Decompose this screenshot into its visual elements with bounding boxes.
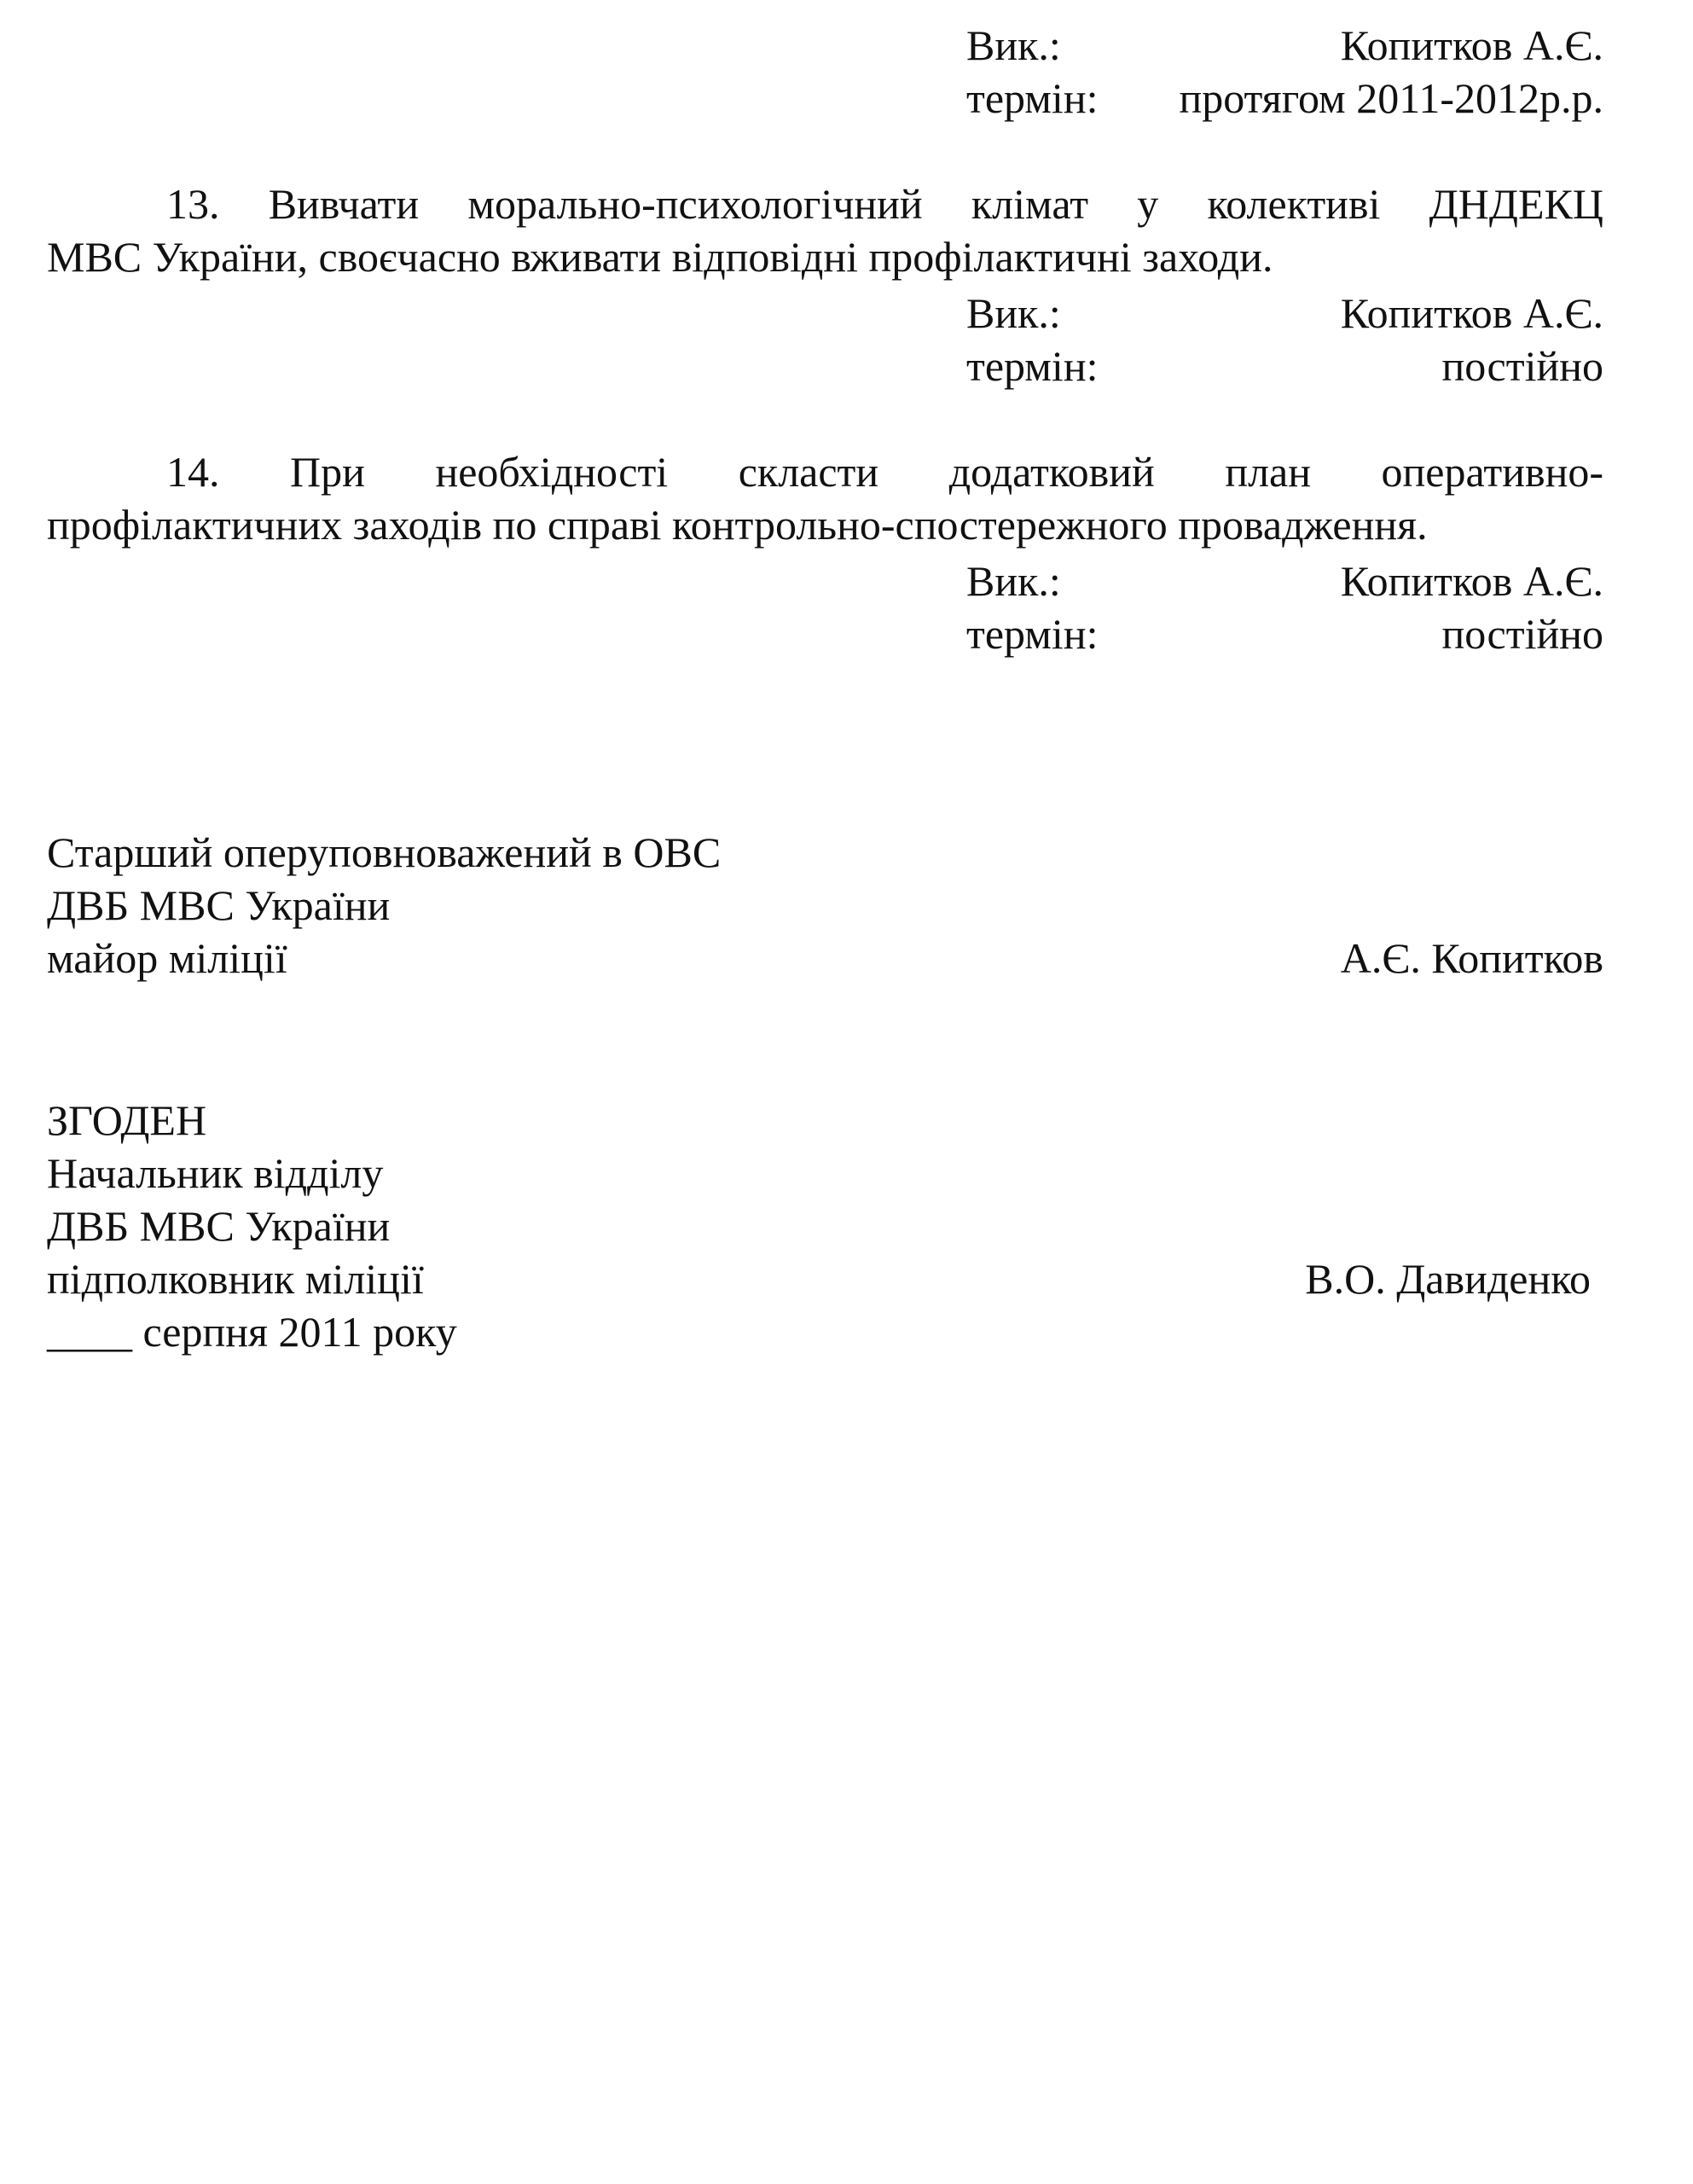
item13-line2: МВС України, своєчасно вживати відповідні профілактичні заходи. bbox=[47, 233, 1273, 281]
item14-line1 bbox=[47, 445, 1603, 498]
executor-label: Вик.: bbox=[966, 21, 1061, 69]
term-value: протягом 2011-2012р.р. bbox=[1179, 74, 1603, 122]
item14-word: оперативно- bbox=[1381, 448, 1603, 496]
item13-word: у bbox=[1137, 180, 1159, 228]
item14-word: скласти bbox=[738, 448, 879, 496]
signature-position: Старший оперуповноважений в ОВС bbox=[47, 828, 722, 876]
term-value: постійно bbox=[1441, 610, 1603, 658]
approval-name: В.О. Давиденко bbox=[1305, 1255, 1591, 1303]
term-value: постійно bbox=[1441, 342, 1603, 390]
item12-executor-row bbox=[966, 19, 1603, 72]
item13-word: колективі bbox=[1207, 180, 1381, 228]
item13-line1 bbox=[47, 177, 1603, 230]
signature-rank: майор міліції bbox=[47, 934, 287, 982]
executor-label: Вик.: bbox=[966, 289, 1061, 337]
item14-word: план bbox=[1225, 448, 1311, 496]
approval-position: Начальник відділу bbox=[47, 1149, 384, 1197]
executor-label: Вик.: bbox=[966, 557, 1061, 605]
approval-department: ДВБ МВС України bbox=[47, 1202, 391, 1250]
item14-number: 14. bbox=[166, 448, 220, 496]
signature-name: А.Є. Копитков bbox=[1340, 934, 1603, 982]
item14-word: додатковий bbox=[948, 448, 1155, 496]
item13-word: ДНДЕКЦ bbox=[1429, 180, 1603, 228]
item14-line2: профілактичних заходів по справі контрольно-спостережного провадження. bbox=[47, 501, 1428, 549]
approval-date: ____ серпня 2011 року bbox=[47, 1308, 457, 1356]
item14-executor-row bbox=[966, 555, 1603, 607]
item13-word: клімат bbox=[971, 180, 1089, 228]
executor-name: Копитков А.Є. bbox=[1340, 289, 1603, 337]
item12-term-row bbox=[966, 72, 1603, 125]
signature-department: ДВБ МВС України bbox=[47, 881, 391, 929]
item14-term-row bbox=[966, 607, 1603, 660]
item13-number: 13. bbox=[166, 180, 220, 228]
item14-word: необхідності bbox=[435, 448, 669, 496]
executor-name: Копитков А.Є. bbox=[1340, 21, 1603, 69]
executor-name: Копитков А.Є. bbox=[1340, 557, 1603, 605]
item13-word: Вивчати bbox=[268, 180, 420, 228]
approval-rank: підполковник міліції bbox=[47, 1255, 424, 1303]
term-label: термін: bbox=[966, 74, 1099, 122]
item14-word: При bbox=[290, 448, 365, 496]
item13-word: морально-психологічний bbox=[467, 180, 923, 228]
item13-executor-row bbox=[966, 287, 1603, 340]
term-label: термін: bbox=[966, 610, 1099, 658]
item13-term-row bbox=[966, 340, 1603, 392]
item13-paragraph bbox=[47, 177, 1603, 283]
item14-paragraph bbox=[47, 445, 1603, 551]
term-label: термін: bbox=[966, 342, 1099, 390]
approval-heading: ЗГОДЕН bbox=[47, 1096, 207, 1144]
